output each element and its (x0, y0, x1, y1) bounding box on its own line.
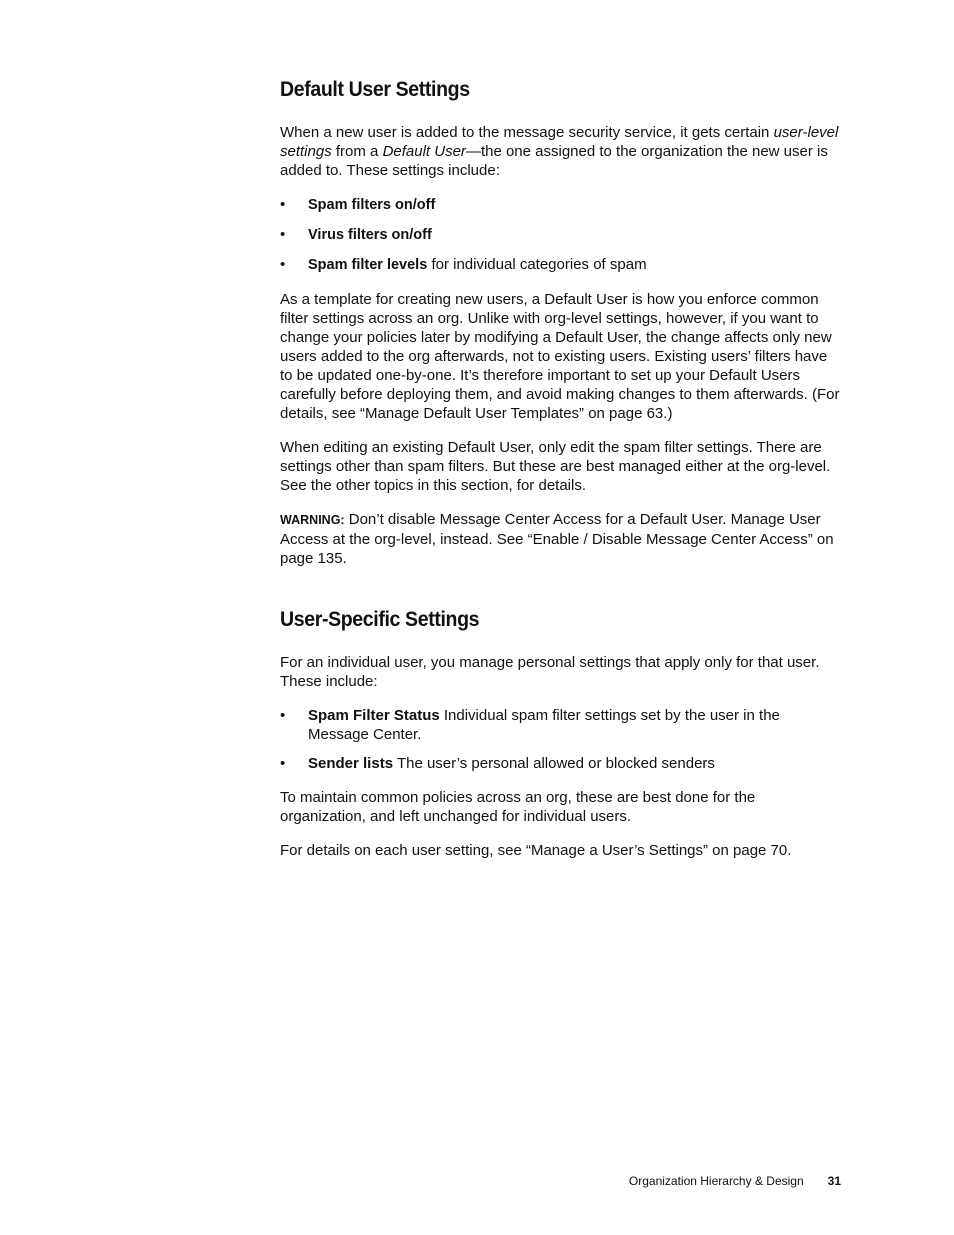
settings-list (280, 706, 840, 773)
intro-emphasis: Default User (382, 143, 466, 160)
footer-title: Organization Hierarchy & Design (628, 1174, 804, 1188)
section-heading: User-Specific Settings (280, 608, 480, 631)
list-item-label: Virus filters on/off (308, 227, 432, 243)
section-user-specific-settings (280, 606, 840, 860)
list-item-label: Sender lists (308, 755, 394, 772)
warning-text: Don’t disable Message Center Access for a Default User. Manage User Access at the org-level, instead. See “Enable / Disable Message Center Access” on page 135. (280, 511, 834, 567)
body-paragraph: As a template for creating new users, a Default User is how you enforce common filter settings across an org. Unlike with org-level settings, however, if you want to change your policies later by modifying a Default User, the change affects only new users added to the org afterwards, not to existing users. Existing users’ filters have to be updated one-by-one. It’s therefore important to set up your Default Users carefully before deploying them, and avoid making changes to them afterwards. (For details, see “Manage Default User Templates” on page 63.) (280, 291, 840, 422)
body-paragraph: When editing an existing Default User, only edit the spam filter settings. There are settings other than spam filters. But these are best managed either at the org-level. See the other topics in this section, for details. (280, 439, 831, 494)
bullet-icon: • (280, 226, 286, 243)
intro-paragraph: For an individual user, you manage personal settings that apply only for that user. These include: (280, 654, 820, 690)
section-default-user-settings (280, 76, 840, 568)
page-number: 31 (827, 1174, 841, 1188)
intro-text: When a new user is added to the message security service, it gets certain (280, 124, 774, 141)
list-item (280, 195, 840, 215)
list-item-text: The user’s personal allowed or blocked senders (393, 755, 715, 772)
page-footer (629, 1174, 841, 1188)
list-item-label: Spam Filter Status (308, 707, 440, 724)
bullet-icon: • (280, 707, 286, 724)
bullet-icon: • (280, 755, 286, 772)
warning-paragraph (280, 510, 840, 568)
bullet-icon: • (280, 196, 286, 213)
settings-list (280, 195, 840, 275)
intro-emphasis: user-level settings (280, 124, 839, 160)
intro-text: —the one assigned to the organization the new user is added to. These settings include: (280, 143, 828, 179)
list-item-text: for individual categories of spam (427, 256, 647, 273)
intro-text: from a (331, 143, 383, 160)
body-paragraph: To maintain common policies across an org, these are best done for the organization, and left unchanged for individual users. (280, 789, 756, 825)
warning-label: WARNING: (280, 513, 345, 527)
section-heading: Default User Settings (280, 78, 470, 101)
list-item (280, 255, 840, 275)
list-item (280, 706, 840, 744)
list-item (280, 754, 840, 773)
bullet-icon: • (280, 256, 286, 273)
list-item (280, 225, 840, 245)
list-item-label: Spam filters on/off (308, 197, 436, 213)
body-paragraph: For details on each user setting, see “Manage a User’s Settings” on page 70. (280, 842, 792, 859)
list-item-label: Spam filter levels (308, 257, 428, 273)
page-content (280, 76, 840, 875)
intro-paragraph (280, 123, 840, 180)
list-item-text: Individual spam filter settings set by the user in the Message Center. (308, 707, 780, 743)
